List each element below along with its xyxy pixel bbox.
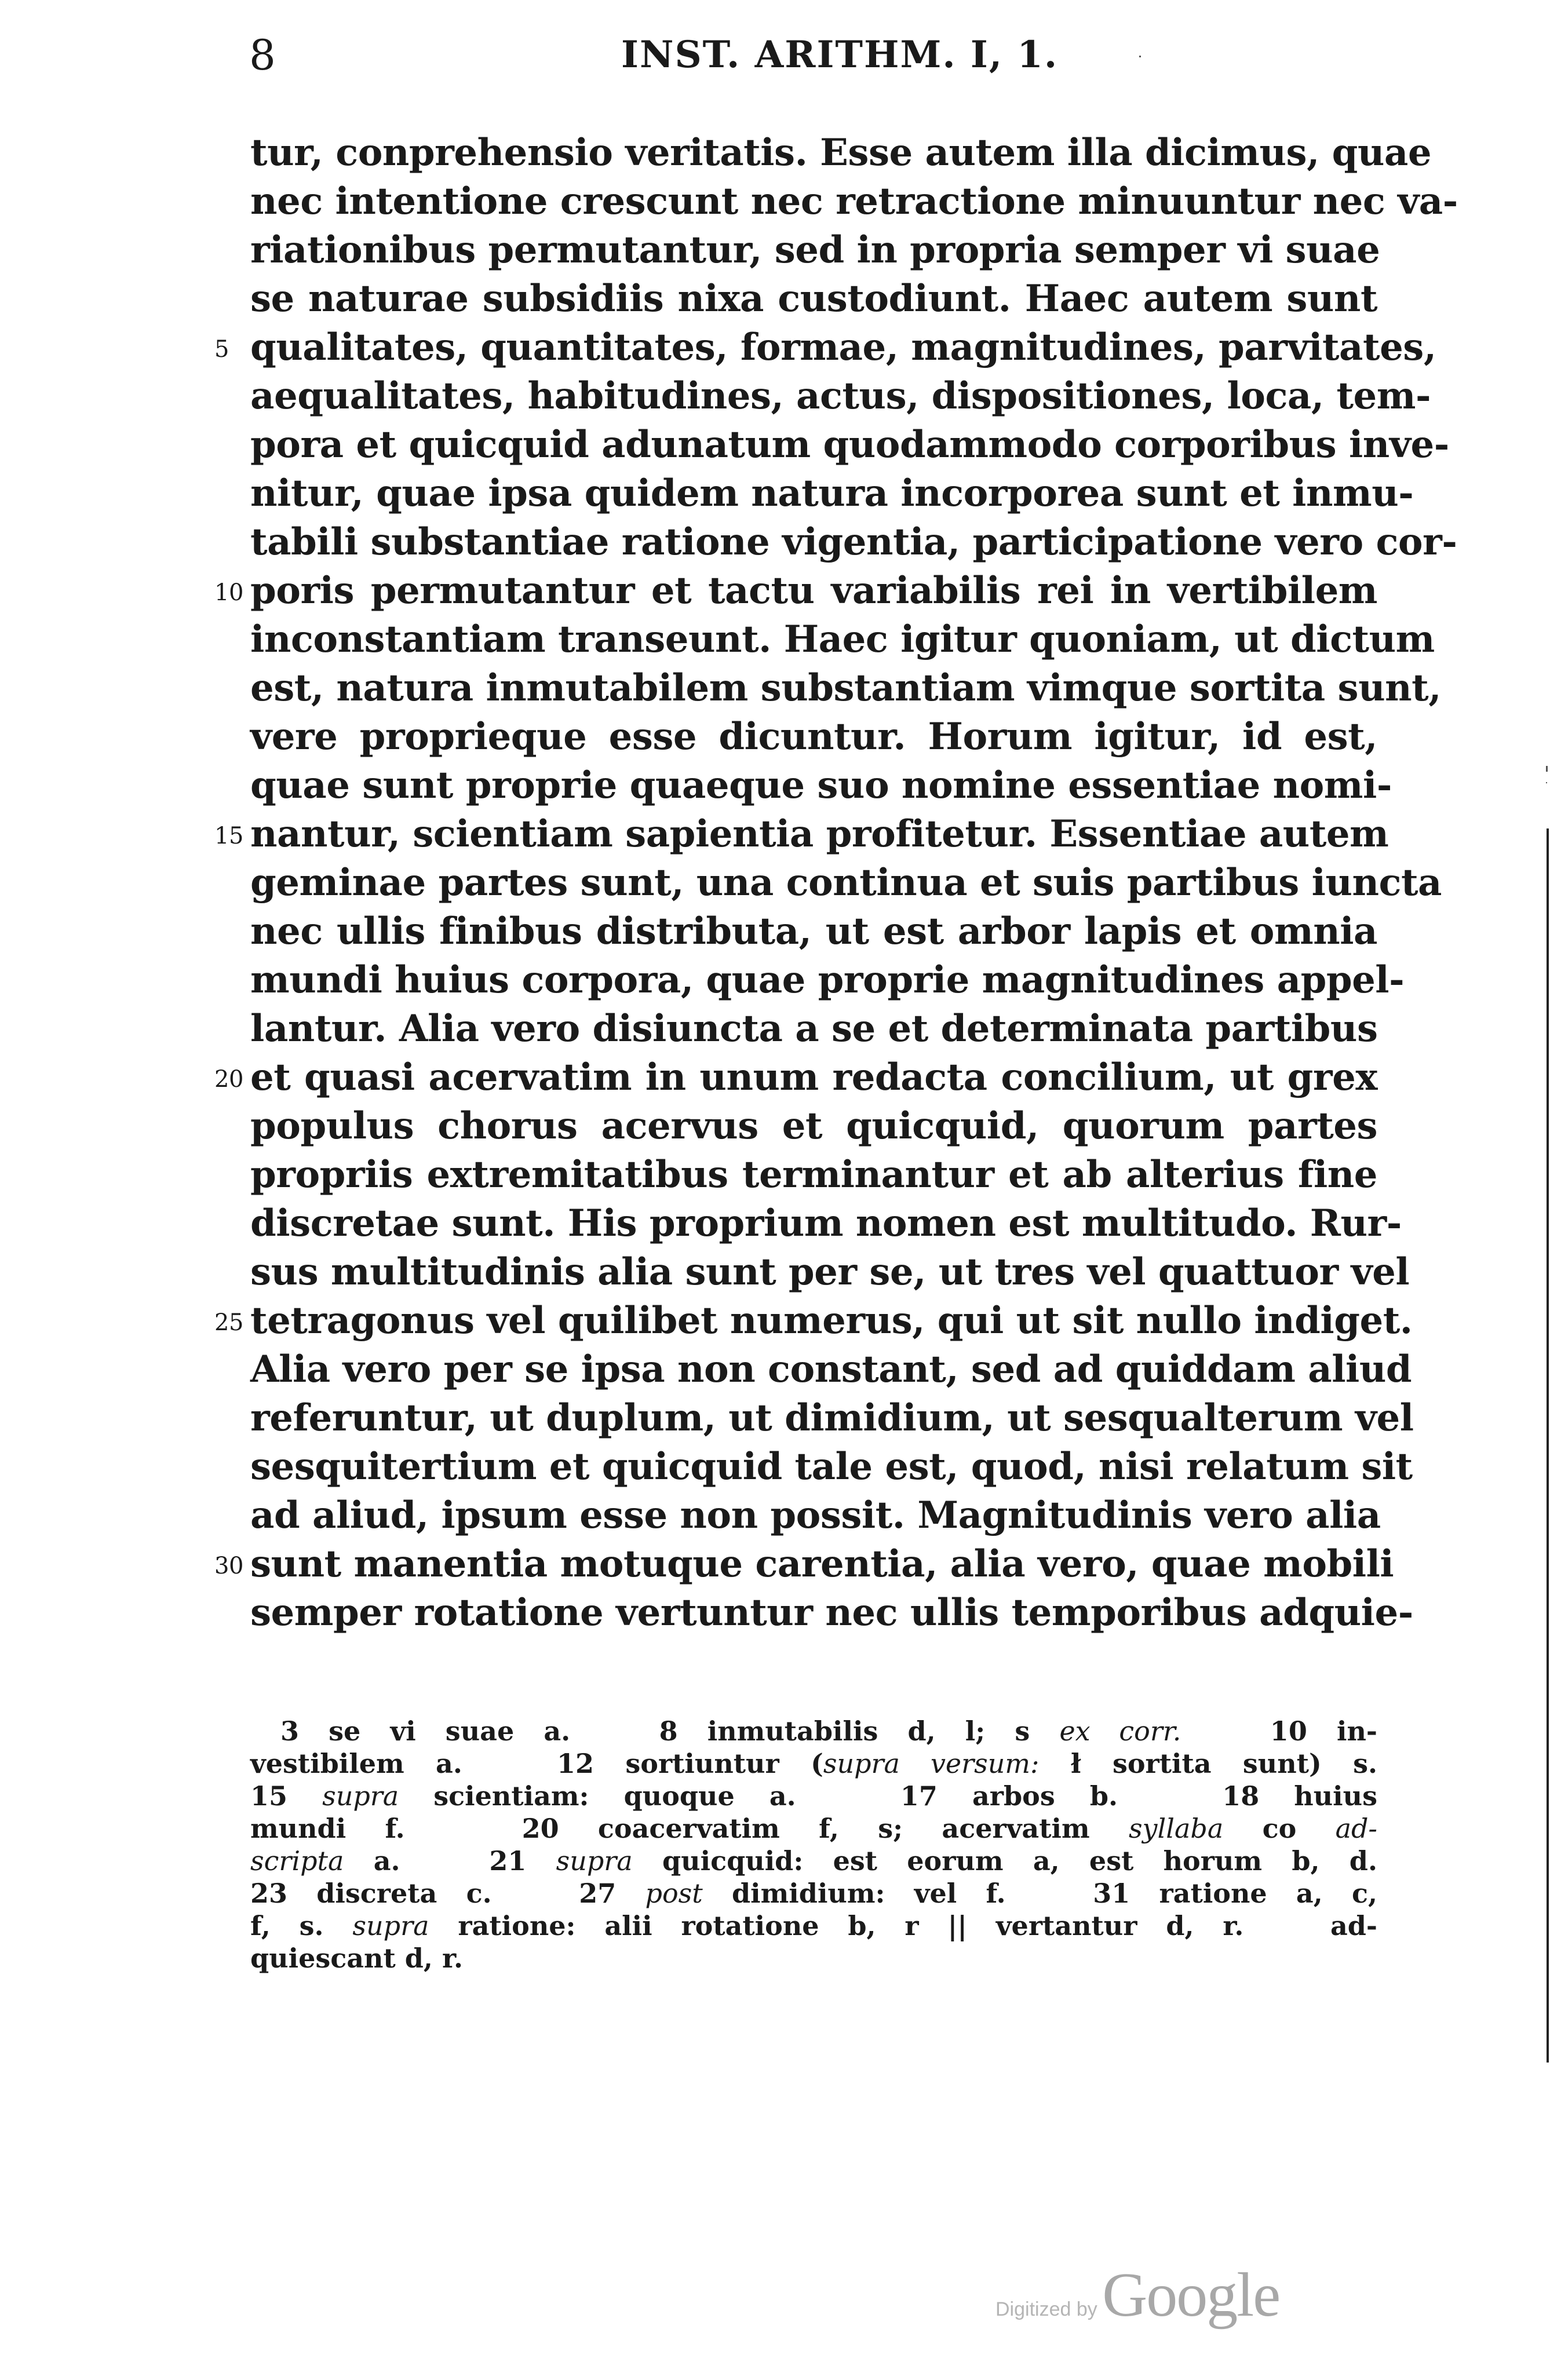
text-line	[250, 1102, 1377, 1151]
text-line	[250, 129, 1432, 177]
text-line	[214, 567, 1377, 615]
line-number: 30	[214, 1553, 243, 1579]
text-line	[250, 177, 1458, 226]
footnote-segment: quiescant d, r.	[250, 1943, 463, 1974]
footnote-segment: 10 in-	[1181, 1715, 1377, 1747]
footnote-segment: ratione: alii rotatione b, r || vertantur d, r. ad-	[429, 1910, 1378, 1941]
text-line-content: tetragonus vel quilibet numerus, qui ut sit nullo indiget.	[250, 1299, 1413, 1342]
footnote-segment: quicquid: est eorum a, est horum b, d.	[632, 1845, 1377, 1877]
text-line	[250, 226, 1380, 275]
footnote-segment: 23 discreta c. 27	[250, 1878, 645, 1909]
text-line-content: nitur, quae ipsa quidem natura incorporea sunt et inmu-	[250, 472, 1414, 515]
line-number: 20	[214, 1066, 243, 1093]
text-line-content: semper rotatione vertuntur nec ullis temporibus adquie-	[250, 1591, 1413, 1634]
footnote-line	[250, 1910, 1377, 1942]
digitized-by-google-watermark	[995, 2259, 1279, 2331]
footnote-italic-segment: post	[645, 1878, 703, 1909]
text-line-content: aequalitates, habitudines, actus, dispositiones, loca, tem-	[250, 374, 1431, 418]
text-line-content: inconstantiam transeunt. Haec igitur quoniam, ut dictum	[250, 618, 1435, 661]
footnote-line	[250, 1942, 1377, 1974]
line-number: 10	[214, 579, 243, 606]
footnote-italic-segment: syllaba	[1128, 1813, 1224, 1844]
footnote-segment: 3 se vi suae a. 8 inmutabilis d, l; s	[280, 1715, 1060, 1747]
text-line	[250, 1589, 1413, 1637]
footnote-italic-segment: ex corr.	[1059, 1715, 1181, 1747]
google-logo-icon: Google	[1102, 2261, 1280, 2330]
text-line-content: sesquitertium et quicquid tale est, quod, nisi relatum sit	[250, 1445, 1413, 1488]
footnote-segment: f, s.	[250, 1910, 353, 1941]
text-line	[214, 1297, 1413, 1345]
footnote-segment: co	[1223, 1813, 1336, 1844]
footnote-line	[250, 1780, 1377, 1812]
text-line	[250, 1151, 1377, 1199]
text-line	[250, 859, 1442, 907]
text-line	[250, 421, 1449, 469]
footnote-segment: vestibilem a. 12 sortiuntur (	[250, 1748, 823, 1779]
text-line	[214, 810, 1389, 859]
text-line-content: discretae sunt. His proprium nomen est multitudo. Rur-	[250, 1202, 1402, 1245]
footnote-segment: ł sortita sunt) s.	[1039, 1748, 1377, 1779]
line-number: 15	[214, 823, 243, 849]
footnote-segment: mundi f. 20 coacervatim f, s; acervatim	[250, 1813, 1129, 1844]
text-line	[250, 615, 1435, 664]
text-line-content: pora et quicquid adunatum quodammodo corporibus inve-	[250, 423, 1449, 466]
text-line	[250, 372, 1431, 421]
text-line-content: se naturae subsidiis nixa custodiunt. Haec autem sunt	[250, 277, 1377, 320]
text-line-content: est, natura inmutabilem substantiam vimque sortita sunt,	[250, 666, 1441, 710]
footnote-line	[250, 1812, 1377, 1845]
text-line	[250, 1345, 1412, 1394]
text-line	[250, 713, 1377, 761]
text-line-content: populus chorus acervus et quicquid, quorum partes	[250, 1104, 1377, 1148]
footnote-italic-segment: supra	[556, 1845, 633, 1877]
text-line	[214, 1053, 1377, 1102]
footnotes	[250, 1715, 1377, 1974]
text-line	[250, 664, 1441, 713]
footnote-line	[250, 1845, 1377, 1877]
footnote-segment: 15	[250, 1780, 323, 1812]
line-number: 5	[214, 336, 229, 363]
text-line	[250, 1491, 1381, 1540]
text-line	[250, 275, 1377, 323]
watermark-prefix: Digitized by	[995, 2298, 1097, 2320]
page-number: 8	[249, 31, 276, 79]
text-line-content: sunt manentia motuque carentia, alia vero, quae mobili	[250, 1542, 1394, 1586]
footnote-italic-segment: ad-	[1335, 1813, 1377, 1844]
text-line-content: tur, conprehensio veritatis. Esse autem illa dicimus, quae	[250, 131, 1432, 174]
text-line-content: quae sunt proprie quaeque suo nomine essentiae nomi-	[250, 764, 1392, 807]
text-line-content: propriis extremitatibus terminantur et ab alterius fine	[250, 1153, 1377, 1196]
text-line	[250, 761, 1392, 810]
page-edge-line	[1547, 828, 1549, 2063]
running-head: INST. ARITHM. I, 1.	[621, 33, 1059, 76]
text-line-content: vere proprieque esse dicuntur. Horum igitur, id est,	[250, 715, 1377, 758]
page-edge-mark	[1139, 56, 1141, 57]
text-line-content: nec ullis finibus distributa, ut est arbor lapis et omnia	[250, 910, 1377, 953]
text-line-content: Alia vero per se ipsa non constant, sed ad quiddam aliud	[250, 1348, 1412, 1391]
text-line-content: et quasi acervatim in unum redacta concilium, ut grex	[250, 1056, 1377, 1099]
text-line	[250, 1443, 1413, 1491]
footnote-segment: dimidium: vel f. 31 ratione a, c,	[702, 1878, 1377, 1909]
text-line-content: lantur. Alia vero disiuncta a se et determinata partibus	[250, 1007, 1378, 1050]
main-text	[214, 129, 1458, 1637]
text-line-content: nec intentione crescunt nec retractione minuuntur nec va-	[250, 180, 1458, 223]
footnote-italic-segment: supra	[322, 1780, 399, 1812]
text-line	[250, 1248, 1410, 1297]
text-line	[250, 907, 1377, 956]
text-line-content: referuntur, ut duplum, ut dimidium, ut sesqualterum vel	[250, 1396, 1414, 1440]
text-line	[214, 1540, 1394, 1589]
line-number: 25	[214, 1309, 243, 1336]
text-line	[250, 956, 1405, 1005]
text-line	[214, 323, 1436, 372]
footnote-line	[250, 1877, 1377, 1910]
text-line	[250, 469, 1414, 518]
text-line	[250, 1199, 1402, 1248]
text-line-content: tabili substantiae ratione vigentia, participatione vero cor-	[250, 520, 1457, 564]
footnote-italic-segment: supra versum:	[823, 1748, 1040, 1779]
text-line	[250, 1005, 1377, 1053]
text-line-content: geminae partes sunt, una continua et suis partibus iuncta	[250, 861, 1442, 904]
text-line	[250, 1394, 1414, 1443]
footnote-italic-segment: supra	[352, 1910, 429, 1941]
text-line-content: mundi huius corpora, quae proprie magnitudines appel-	[250, 958, 1405, 1002]
text-line-content: poris permutantur et tactu variabilis rei in vertibilem	[250, 569, 1377, 612]
footnote-line	[250, 1747, 1377, 1780]
footnote-segment: a. 21	[344, 1845, 556, 1877]
text-line-content: ad aliud, ipsum esse non possit. Magnitudinis vero alia	[250, 1494, 1381, 1537]
text-line-content: nantur, scientiam sapientia profitetur. Essentiae autem	[250, 812, 1389, 856]
text-line-content: sus multitudinis alia sunt per se, ut tres vel quattuor vel	[250, 1250, 1410, 1294]
footnote-line	[250, 1715, 1377, 1747]
text-line	[250, 518, 1457, 567]
footnote-segment: scientiam: quoque a. 17 arbos b. 18 huius	[399, 1780, 1377, 1812]
page-edge-mark	[1546, 782, 1547, 783]
text-line-content: qualitates, quantitates, formae, magnitudines, parvitates,	[250, 326, 1436, 369]
footnote-italic-segment: scripta	[250, 1845, 344, 1877]
text-line-content: riationibus permutantur, sed in propria semper vi suae	[250, 228, 1380, 272]
page-edge-mark	[1546, 766, 1548, 772]
